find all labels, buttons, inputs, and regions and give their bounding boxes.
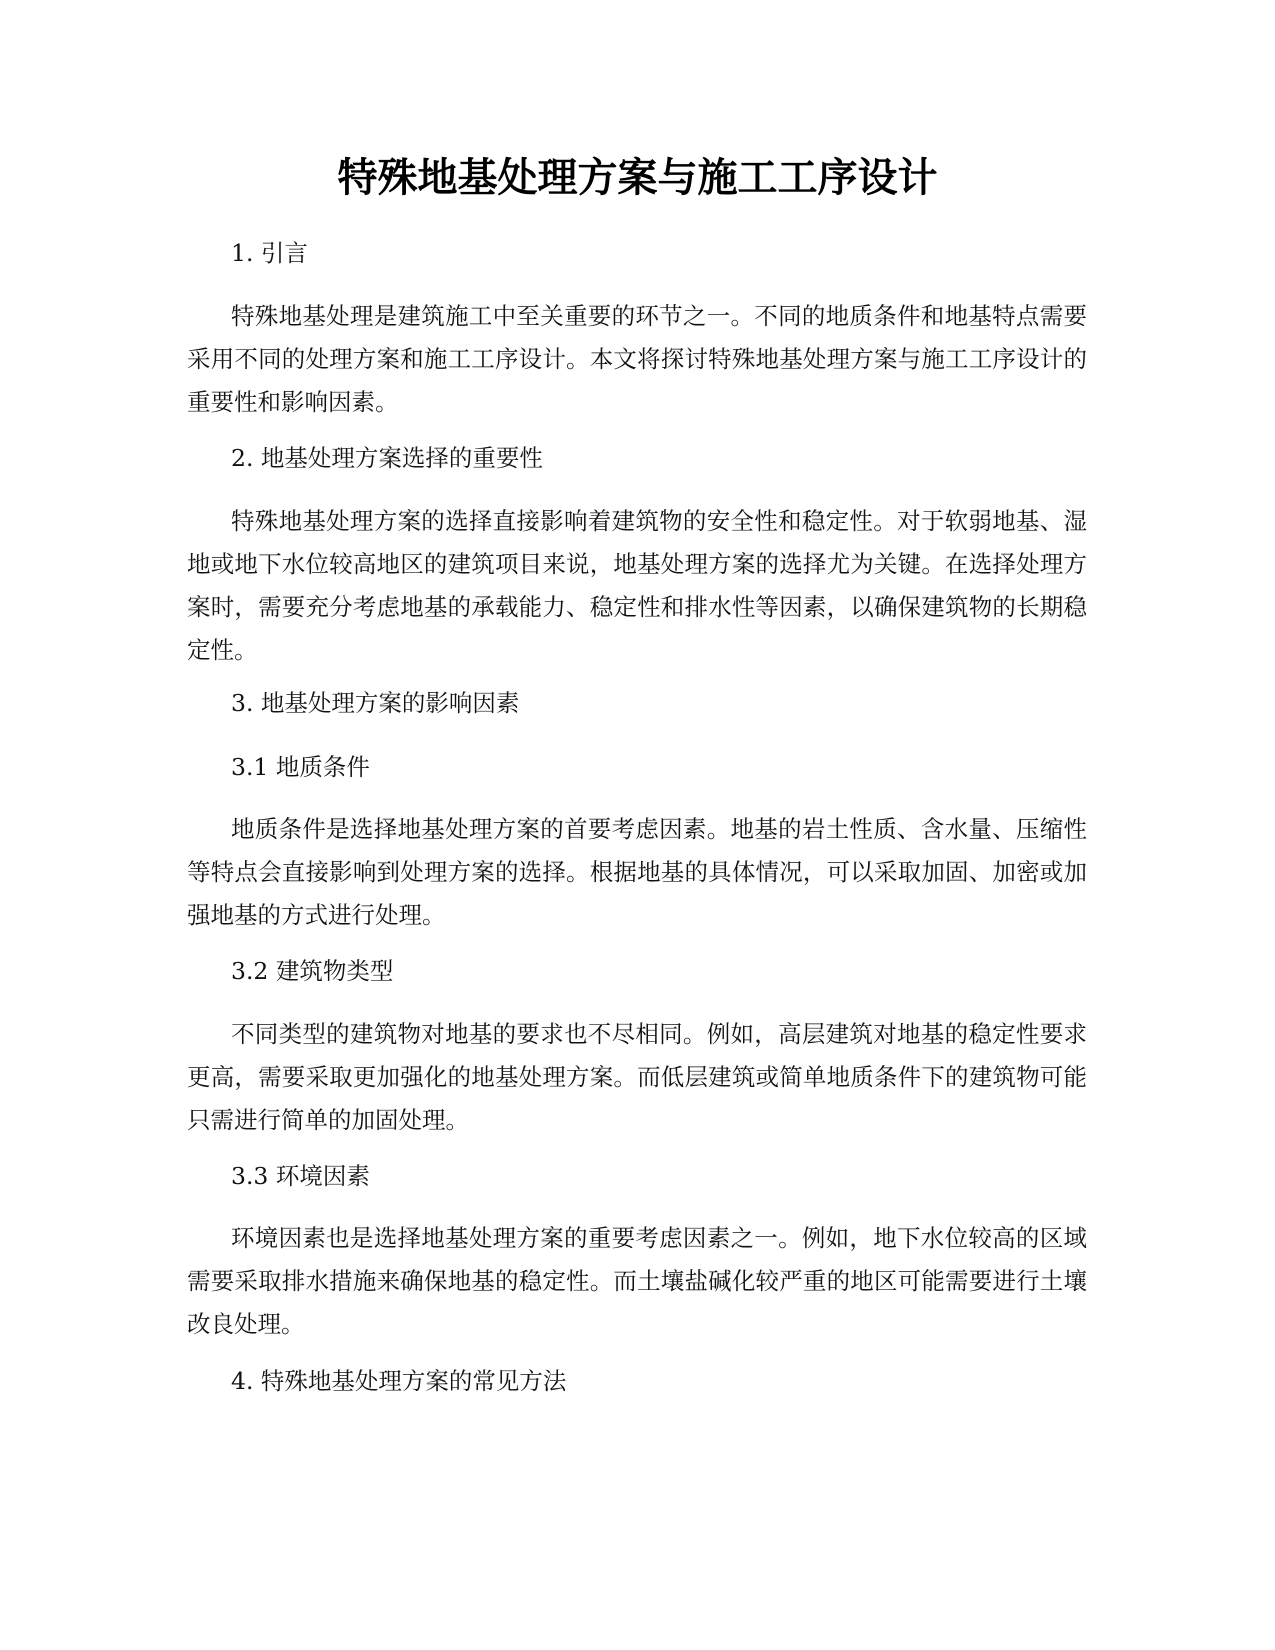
subsection-heading-geology: 3.1 地质条件	[231, 753, 370, 781]
paragraph-importance: 特殊地基处理方案的选择直接影响着建筑物的安全性和稳定性。对于软弱地基、湿地或地下水位较高地区的建筑项目来说，地基处理方案的选择尤为关键。在选择处理方案时，需要充分考虑地基的承载能力、稳定性和排水性等因素，以确保建筑物的长期稳定性。	[187, 507, 1087, 664]
paragraph-geology: 地质条件是选择地基处理方案的首要考虑因素。地基的岩土性质、含水量、压缩性等特点会直接影响到处理方案的选择。根据地基的具体情况，可以采取加固、加密或加强地基的方式进行处理。	[187, 815, 1087, 929]
subsection-heading-building-type: 3.2 建筑物类型	[231, 957, 394, 985]
subsection-heading-environment: 3.3 环境因素	[231, 1162, 370, 1190]
paragraph-introduction: 特殊地基处理是建筑施工中至关重要的环节之一。不同的地质条件和地基特点需要采用不同的处理方案和施工工序设计。本文将探讨特殊地基处理方案与施工工序设计的重要性和影响因素。	[187, 302, 1087, 416]
paragraph-environment: 环境因素也是选择地基处理方案的重要考虑因素之一。例如，地下水位较高的区域需要采取排水措施来确保地基的稳定性。而土壤盐碱化较严重的地区可能需要进行土壤改良处理。	[187, 1224, 1087, 1338]
section-heading-common-methods: 4. 特殊地基处理方案的常见方法	[231, 1367, 567, 1395]
section-heading-importance: 2. 地基处理方案选择的重要性	[231, 444, 543, 472]
document-title: 特殊地基处理方案与施工工序设计	[337, 155, 938, 201]
section-heading-introduction: 1. 引言	[231, 239, 308, 267]
paragraph-building-type: 不同类型的建筑物对地基的要求也不尽相同。例如，高层建筑对地基的稳定性要求更高，需要采取更加强化的地基处理方案。而低层建筑或简单地质条件下的建筑物可能只需进行简单的加固处理。	[187, 1020, 1087, 1134]
section-heading-factors: 3. 地基处理方案的影响因素	[231, 689, 520, 717]
